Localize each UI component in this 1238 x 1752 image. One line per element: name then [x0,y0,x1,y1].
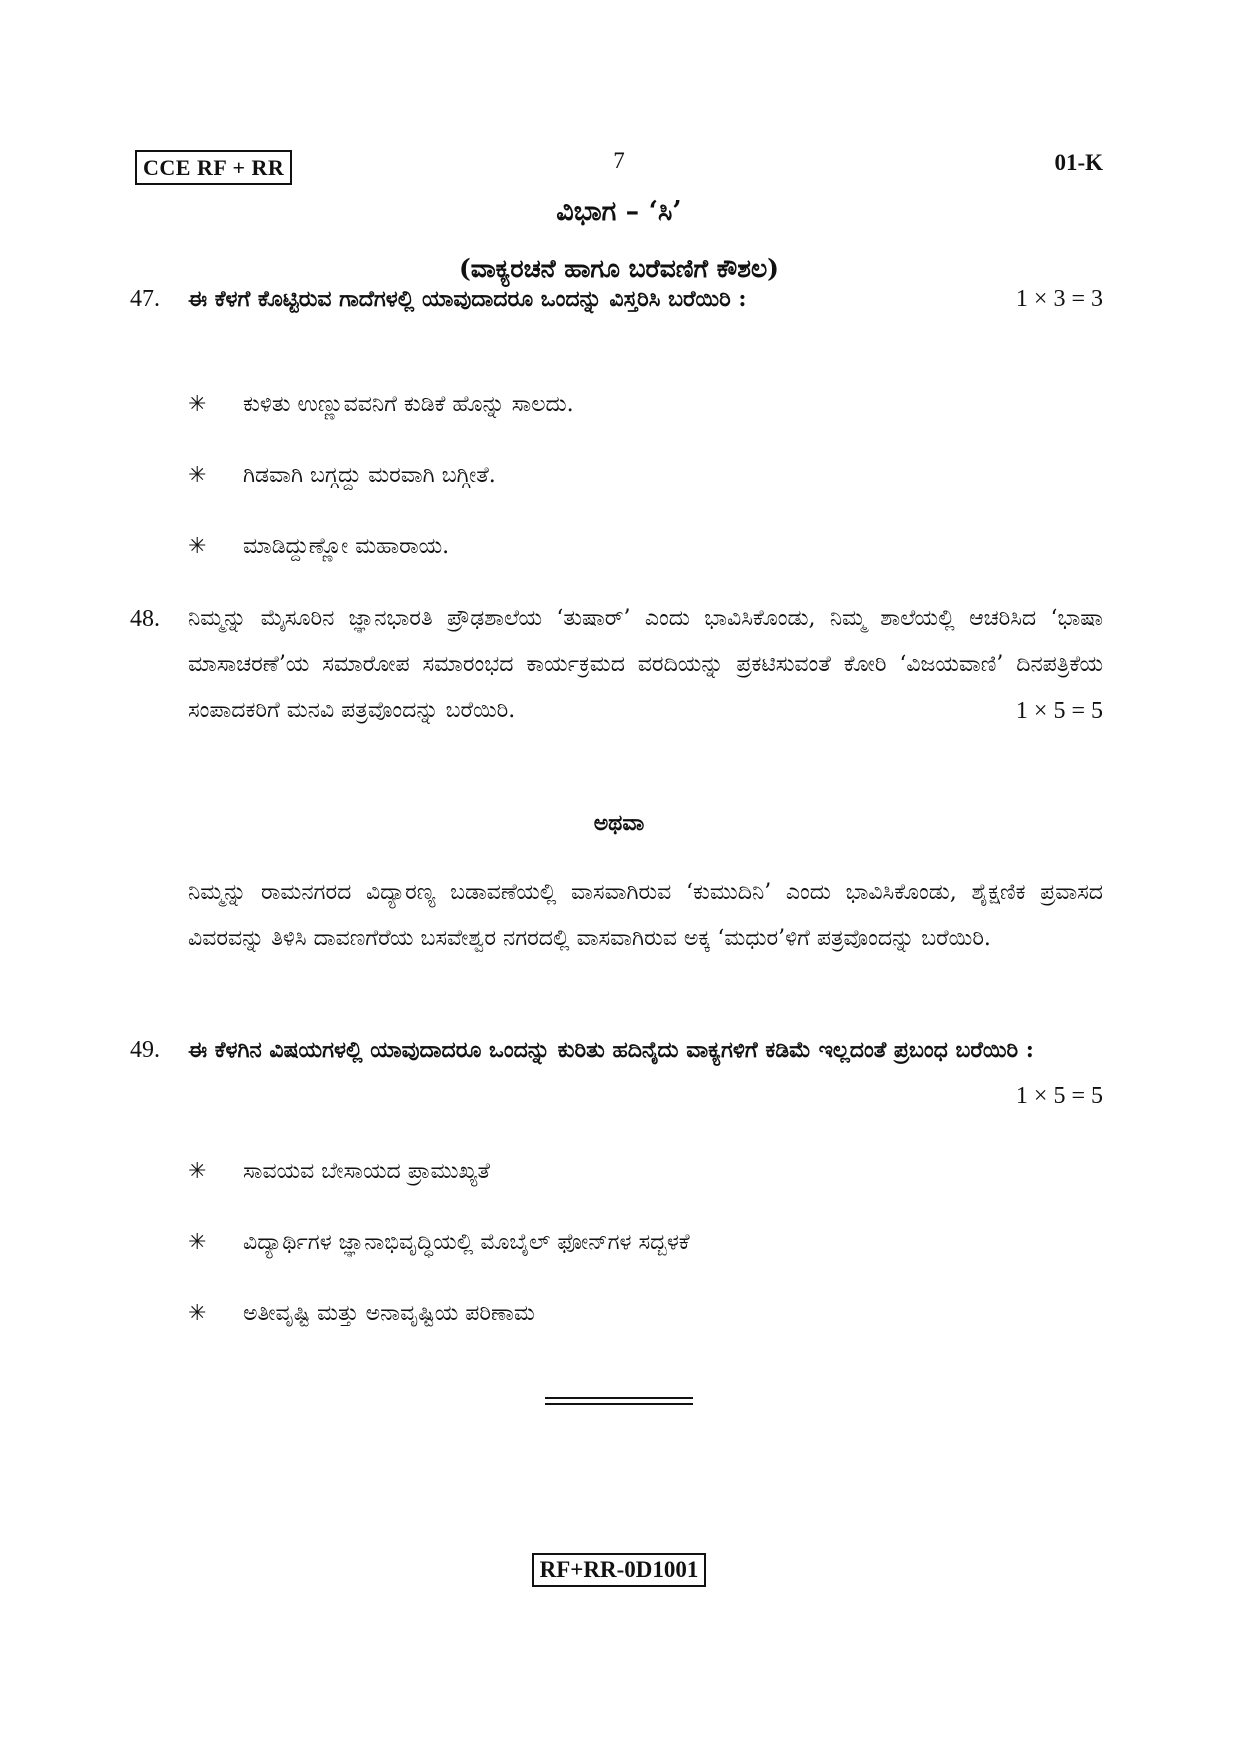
question-48 [130,596,1103,786]
page-number: 7 [613,148,625,173]
proverb-option: ಗಿಡವಾಗಿ ಬಗ್ಗದ್ದು ಮರವಾಗಿ ಬಗ್ಗೀತೆ. [243,463,496,488]
proverb-option: ಕುಳಿತು ಉಣ್ಣುವವನಿಗೆ ಕುಡಿಕೆ ಹೊನ್ನು ಸಾಲದು. [243,392,574,417]
or-divider-label: ಅಥವಾ [593,810,645,836]
paper-code: 01-K [1054,150,1103,175]
question-text: ಈ ಕೆಳಗೆ ಕೊಟ್ಟಿರುವ ಗಾದೆಗಳಲ್ಲಿ ಯಾವುದಾದರೂ ಒಂದನ್ನು ವಿಸ್ತರಿಸಿ ಬರೆಯಿರಿ : [188,286,747,312]
question-marks: 1 × 5 = 5 [1015,698,1103,724]
question-number: 48. [130,606,160,632]
asterisk-icon: ✳ [188,1230,207,1255]
question-49 [130,1027,1103,1127]
question-47 [130,276,1103,322]
question-number: 47. [130,286,160,312]
question-number: 49. [130,1037,160,1063]
footer-code-box: RF+RR-0D1001 [532,1553,707,1587]
essay-topic-option: ಸಾವಯವ ಬೇಸಾಯದ ಪ್ರಾಮುಖ್ಯತೆ [243,1159,491,1184]
asterisk-icon: ✳ [188,392,207,417]
asterisk-icon: ✳ [188,463,207,488]
essay-topic-option: ವಿದ್ಯಾರ್ಥಿಗಳ ಜ್ಞಾನಾಭಿವೃದ್ಧಿಯಲ್ಲಿ ಮೊಬೈಲ್ ಫೋನ್‌ಗಳ ಸದ್ಬಳಕೆ [243,1230,690,1255]
section-subtitle: (ವಾಕ್ಯರಚನೆ ಹಾಗೂ ಬರೆವಣಿಗೆ ಕೌಶಲ) [458,254,780,283]
section-title: ವಿಭಾಗ – ‘ಸಿ’ [556,196,682,227]
asterisk-icon: ✳ [188,1159,207,1184]
question-text-block [188,596,1103,734]
question-text-block [188,1027,1103,1119]
proverb-option: ಮಾಡಿದ್ದುಣ್ಣೋ ಮಹಾರಾಯ. [243,534,450,559]
asterisk-icon: ✳ [188,534,207,559]
essay-topic-option: ಅತೀವೃಷ್ಟಿ ಮತ್ತು ಅನಾವೃಷ್ಟಿಯ ಪರಿಣಾಮ [243,1301,535,1326]
header-code-box: CCE RF + RR [135,150,292,185]
alternative-question-text: ನಿಮ್ಮನ್ನು ರಾಮನಗರದ ವಿದ್ಯಾರಣ್ಯ ಬಡಾವಣೆಯಲ್ಲಿ ವಾಸವಾಗಿರುವ ‘ಕುಮುದಿನಿ’ ಎಂದು ಭಾವಿಸಿಕೊಂಡು, ಶೈಕ್ಷಣಿಕ ಪ್ರವಾಸದ ವಿವರವನ್ನು ತಿಳಿಸಿ ದಾವಣಗೆರೆಯ ಬಸವೇಶ್ವರ ನಗರದಲ್ಲಿ ವಾಸವಾಗಿರುವ ಅಕ್ಕ ‘ಮಧುರ’ಳಿಗೆ ಪತ್ರವೊಂದನ್ನು ಬರೆಯಿರಿ. [188,880,1103,951]
question-text: ನಿಮ್ಮನ್ನು ಮೈಸೂರಿನ ಜ್ಞಾನಭಾರತಿ ಪ್ರೌಢಶಾಲೆಯ ‘ತುಷಾರ್’ ಎಂದು ಭಾವಿಸಿಕೊಂಡು, ನಿಮ್ಮ ಶಾಲೆಯಲ್ಲಿ ಆಚರಿಸಿದ ‘ಭಾಷಾ ಮಾಸಾಚರಣೆ’ಯ ಸಮಾರೋಪ ಸಮಾರಂಭದ ಕಾರ್ಯಕ್ರಮದ ವರದಿಯನ್ನು ಪ್ರಕಟಿಸುವಂತೆ ಕೋರಿ ‘ವಿಜಯವಾಣಿ’ ದಿನಪತ್ರಿಕೆಯ ಸಂಪಾದಕರಿಗೆ ಮನವಿ ಪತ್ರವೊಂದನ್ನು ಬರೆಯಿರಿ. [188,606,1103,723]
question-marks: 1 × 5 = 5 [1015,1083,1103,1109]
end-of-section-rule [545,1397,693,1405]
question-text: ಈ ಕೆಳಗಿನ ವಿಷಯಗಳಲ್ಲಿ ಯಾವುದಾದರೂ ಒಂದನ್ನು ಕುರಿತು ಹದಿನೈದು ವಾಕ್ಯಗಳಿಗೆ ಕಡಿಮೆ ಇಲ್ಲದಂತೆ ಪ್ರಬಂಧ ಬರೆಯಿರಿ : [188,1037,1034,1063]
footer [0,1553,1238,1587]
question-marks: 1 × 3 = 3 [1015,286,1103,312]
asterisk-icon: ✳ [188,1301,207,1326]
